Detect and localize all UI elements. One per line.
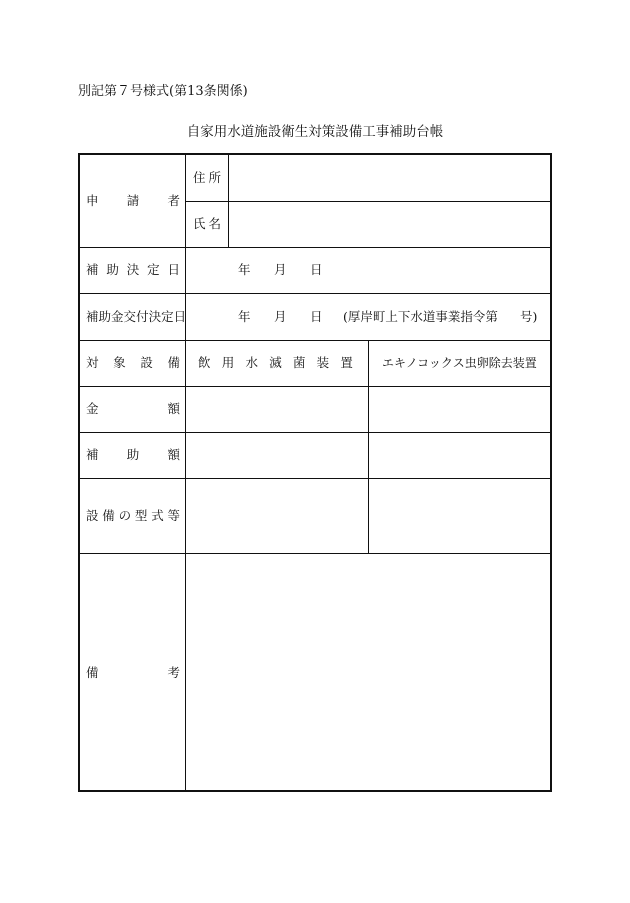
decision-year-unit: 年 <box>238 262 251 277</box>
row-divider-5 <box>80 432 550 433</box>
form-title: 自家用水道施設衛生対策設備工事補助台帳 <box>186 124 444 140</box>
decision-date-label: 補 助 決 定 日 <box>86 262 180 277</box>
equipment-label: 対 象 設 備 <box>86 355 180 370</box>
grant-year-unit: 年 <box>238 309 251 324</box>
row-divider-7 <box>80 553 550 554</box>
model-label: 設 備 の 型 式 等 <box>86 508 180 523</box>
row-divider-1 <box>80 247 550 248</box>
row-divider-2 <box>80 293 550 294</box>
address-label: 住 所 <box>193 170 221 185</box>
label-column-divider <box>185 155 186 790</box>
subsidy-label: 補 助 額 <box>86 447 180 462</box>
grant-date-label: 補 助 金 交 付 決 定 日 <box>86 309 187 324</box>
remarks-label: 備 考 <box>86 665 180 680</box>
decision-month-unit: 月 <box>274 262 287 277</box>
row-divider-4 <box>80 386 550 387</box>
applicant-label: 申 請 者 <box>86 193 180 208</box>
decision-day-unit: 日 <box>310 262 323 277</box>
grant-order-suffix: 号) <box>520 309 538 324</box>
grant-month-unit: 月 <box>274 309 287 324</box>
equipment-col1-label: 飲 用 水 滅 菌 装 置 <box>198 355 353 370</box>
name-label: 氏 名 <box>193 216 221 231</box>
amount-label: 金 額 <box>86 401 180 416</box>
applicant-inner-divider <box>185 201 550 202</box>
row-divider-6 <box>80 478 550 479</box>
ledger-table <box>78 153 552 792</box>
grant-day-unit: 日 <box>310 309 323 324</box>
grant-order-prefix: (厚岸町上下水道事業指令第 <box>343 309 498 324</box>
form-caption: 別記第７号様式(第13条関係) <box>78 84 248 99</box>
equipment-col2-label: エキノコックス虫卵除去装置 <box>382 356 537 370</box>
row-divider-3 <box>80 340 550 341</box>
equipment-column-divider <box>368 340 369 553</box>
